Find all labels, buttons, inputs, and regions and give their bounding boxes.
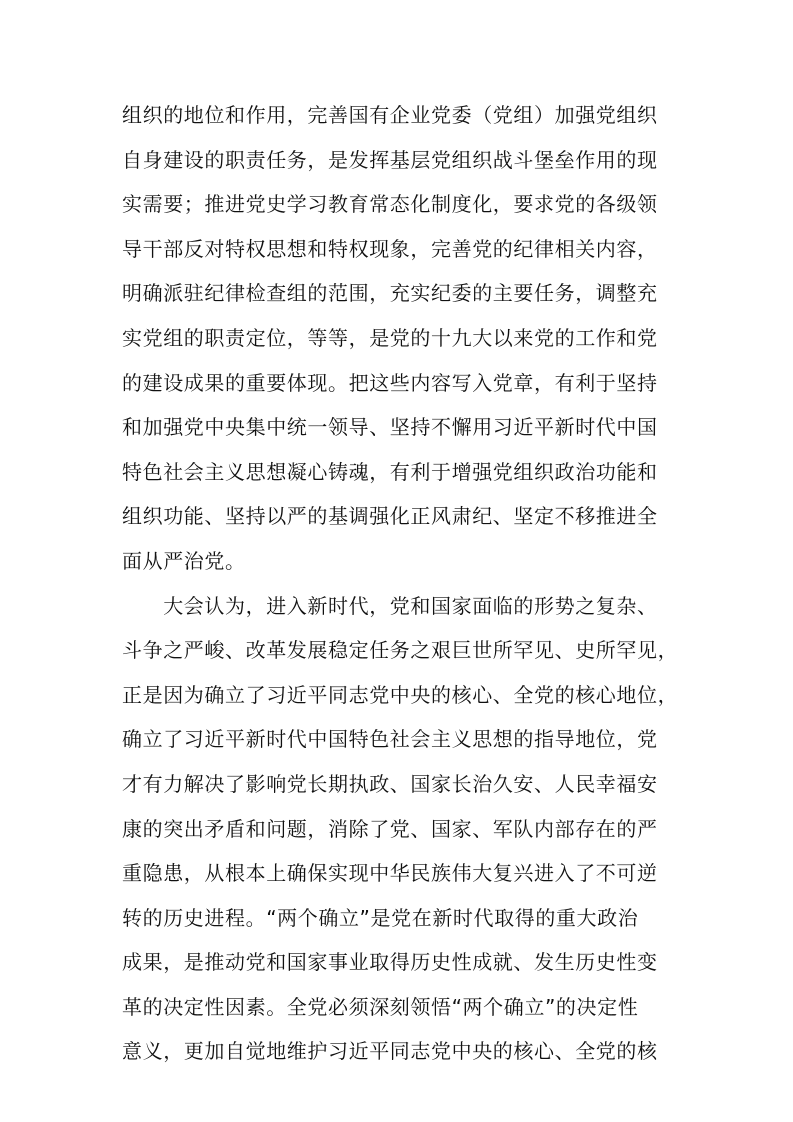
text-line: 组织功能、坚持以严的基调强化正风肃纪、坚定不移推进全 [122,504,658,529]
text-line: 正是因为确立了习近平同志党中央的核心、全党的核心地位， [122,682,679,707]
text-line: 斗争之严峻、改革发展稳定任务之艰巨世所罕见、史所罕见， [122,638,679,663]
text-line: 革的决定性因素。全党必须深刻领悟“两个确立”的决定性 [122,994,639,1019]
text-line: 才有力解决了影响党长期执政、国家长治久安、人民幸福安 [122,771,658,796]
text-line: 重隐患，从根本上确保实现中华民族伟大复兴进入了不可逆 [122,861,658,886]
text-line: 大会认为，进入新时代，党和国家面临的形势之复杂、 [122,593,658,618]
body-text [122,93,682,1074]
text-line: 确立了习近平新时代中国特色社会主义思想的指导地位，党 [122,727,658,752]
text-line: 明确派驻纪律检查组的范围，充实纪委的主要任务，调整充 [122,281,658,306]
text-line: 导干部反对特权思想和特权现象，完善党的纪律相关内容， [122,236,658,261]
text-line: 自身建设的职责任务，是发挥基层党组织战斗堡垒作用的现 [122,147,658,172]
text-line: 成果，是推动党和国家事业取得历史性成就、发生历史性变 [122,950,658,975]
text-line: 转的历史进程。“两个确立”是党在新时代取得的重大政治 [122,905,639,930]
text-line: 组织的地位和作用，完善国有企业党委（党组）加强党组织 [122,103,658,127]
text-line: 意义，更加自觉地维护习近平同志党中央的核心、全党的核 [122,1039,658,1064]
text-line: 实党组的职责定位，等等，是党的十九大以来党的工作和党 [122,325,658,350]
text-line: 实需要；推进党史学习教育常态化制度化，要求党的各级领 [122,192,658,217]
text-line: 特色社会主义思想凝心铸魂，有利于增强党组织政治功能和 [122,459,658,484]
text-line: 面从严治党。 [122,548,246,573]
text-line: 和加强党中央集中统一领导、坚持不懈用习近平新时代中国 [122,415,658,440]
text-line: 康的突出矛盾和问题，消除了党、国家、军队内部存在的严 [122,816,658,841]
text-line: 的建设成果的重要体现。把这些内容写入党章，有利于坚持 [122,370,658,395]
